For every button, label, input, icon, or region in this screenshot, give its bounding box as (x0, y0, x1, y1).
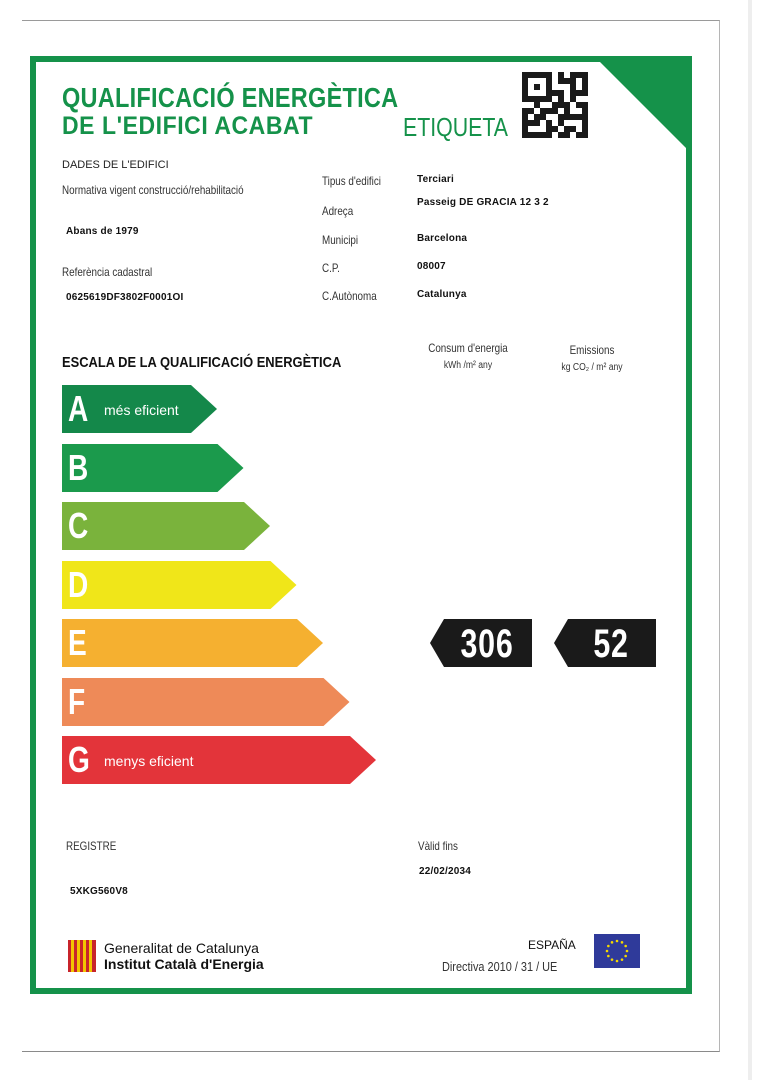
emissions-unit: kg CO₂ / m² any (561, 362, 623, 373)
org-line-1: Generalitat de Catalunya (104, 940, 259, 956)
energy-class-bar-g (62, 736, 376, 784)
title-line-2: DE L'EDIFICI ACABAT (62, 112, 314, 140)
cp-label: C.P. (322, 261, 340, 275)
emissions-value: 52 (593, 622, 629, 666)
energy-class-bar-d (62, 561, 297, 609)
eu-star-icon (624, 945, 627, 948)
energy-class-letter: B (68, 446, 89, 488)
consum-unit: kWh /m² any (443, 360, 493, 371)
energy-class-bar-f (62, 678, 350, 726)
consum-indicator (430, 619, 532, 667)
valid-label: Vàlid fins (418, 839, 458, 853)
eu-star-icon (607, 955, 610, 958)
consum-value: 306 (460, 622, 514, 666)
scale-title: ESCALA DE LA QUALIFICACIÓ ENERGÈTICA (62, 354, 342, 371)
energy-class-note: menys eficient (104, 753, 194, 769)
energy-class-note: més eficient (104, 402, 179, 418)
directive-label: Directiva 2010 / 31 / UE (442, 959, 558, 974)
eu-star-icon (621, 958, 624, 961)
energy-class-shape-c (62, 502, 270, 550)
energy-class-shape-d (62, 561, 297, 609)
comunitat-label: C.Autònoma (322, 289, 377, 303)
emissions-header: Emissions (569, 343, 615, 357)
energy-class-shape-f (62, 678, 350, 726)
energy-class-letter: C (68, 505, 89, 546)
referencia-value: 0625619DF3802F0001OI (66, 292, 184, 303)
eu-flag-icon (594, 934, 640, 968)
country-label: ESPAÑA (528, 938, 576, 952)
scan-shadow (748, 0, 752, 1080)
eu-star-icon (626, 950, 629, 953)
tipus-label: Tipus d'edifici (322, 174, 381, 188)
emissions-indicator (554, 619, 656, 667)
energy-class-letter: F (68, 680, 86, 722)
building-data-title: DADES DE L'EDIFICI (62, 159, 169, 171)
valid-value: 22/02/2034 (419, 866, 472, 877)
energy-class-shape-e (62, 619, 323, 667)
comunitat-value: Catalunya (417, 289, 467, 300)
registre-label: REGISTRE (66, 839, 117, 853)
cp-value: 08007 (417, 261, 446, 272)
energy-class-bar-e (62, 619, 323, 667)
normativa-label: Normativa vigent construcció/rehabilitació (62, 183, 244, 197)
title-line-1: QUALIFICACIÓ ENERGÈTICA (62, 82, 399, 113)
eu-star-icon (616, 940, 619, 943)
energy-label-frame (30, 56, 692, 994)
municipi-value: Barcelona (417, 233, 468, 244)
generalitat-logo-icon (68, 940, 96, 972)
municipi-label: Municipi (322, 233, 359, 247)
energy-class-bar-a (62, 385, 217, 433)
eu-star-icon (616, 960, 619, 963)
eu-star-icon (624, 955, 627, 958)
etiqueta-label: ETIQUETA (403, 112, 509, 142)
adreca-label: Adreça (322, 204, 354, 218)
eu-star-icon (621, 941, 624, 944)
energy-class-letter: A (68, 388, 89, 429)
eu-star-icon (611, 958, 614, 961)
energy-class-shape-b (62, 444, 244, 492)
adreca-value: Passeig DE GRACIA 12 3 2 (417, 197, 549, 208)
eu-star-icon (611, 941, 614, 944)
energy-class-bar-c (62, 502, 270, 550)
qr-code-icon (522, 72, 588, 138)
referencia-label: Referència cadastral (62, 265, 153, 279)
normativa-value: Abans de 1979 (66, 226, 139, 237)
consum-header: Consum d'energia (428, 341, 508, 355)
org-line-2: Institut Català d'Energia (104, 956, 264, 972)
energy-class-letter: D (68, 563, 89, 605)
registre-value: 5XKG560V8 (70, 886, 128, 897)
eu-star-icon (607, 945, 610, 948)
energy-class-letter: E (68, 622, 87, 663)
corner-triangle (599, 61, 687, 149)
eu-star-icon (606, 950, 609, 953)
tipus-value: Terciari (417, 174, 454, 185)
energy-class-bar-b (62, 444, 244, 492)
energy-class-letter: G (68, 739, 90, 780)
